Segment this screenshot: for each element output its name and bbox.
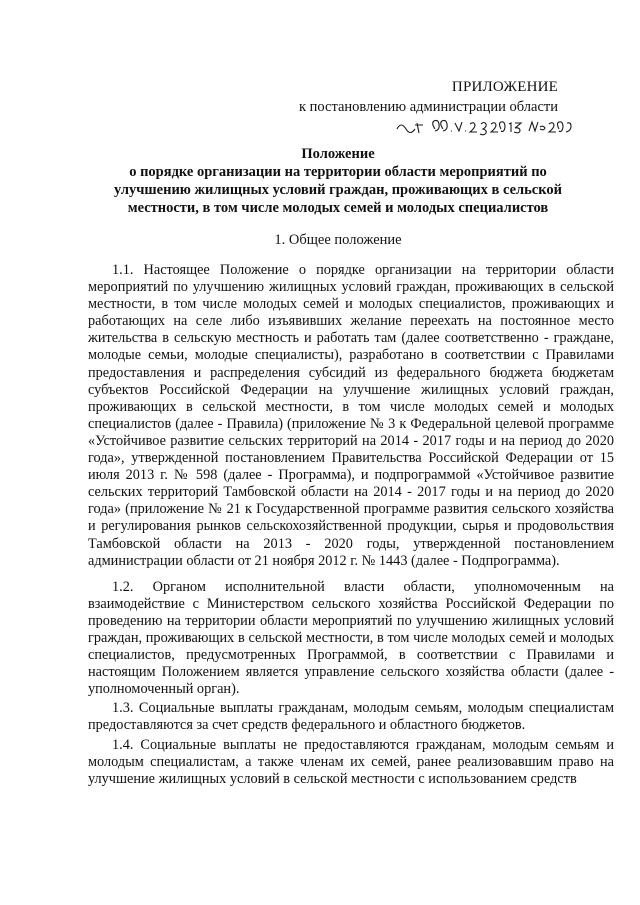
paragraph: 1.3. Социальные выплаты гражданам, молодым семьям, молодым специалистам предоставляются за счет средств федерального и областного бюджетов. — [88, 700, 614, 734]
title-line: местности, в том числе молодых семей и молодых специалистов — [127, 200, 549, 216]
paragraph: 1.2. Органом исполнительной власти области, уполномоченным на взаимодействие с Министерством сельского хозяйства Российской Федерации по проведению на территории области мероприятий по улучшению жилищных условий граждан, проживающих в сельской местности, в том числе молодых семей и молодых специалистов, предусмотренных Программой, в соответствии с Правилами и настоящим Положением является управление сельского хозяйства области (далее - уполномоченный орган). — [88, 578, 614, 698]
appendix-title: ПРИЛОЖЕНИЕ — [451, 79, 558, 95]
document-title — [88, 145, 588, 217]
handwritten-date-number — [395, 115, 575, 137]
paragraph: 1.4. Социальные выплаты не предоставляются гражданам, молодым семьям и молодым специалистам, а также членам их семей, ранее реализовавшим право на улучшение жилищных условий в сельской местности с использованием средств — [88, 736, 614, 787]
paragraph: 1.1. Настоящее Положение о порядке организации на территории области мероприятий по улучшению жилищных условий граждан, проживающих в сельской местности, в том числе молодых семей и молодых специалистов, проживающих и работающих на селе либо изъявивших желание переехать на постоянное место жительства в сельскую местность и работать там (далее соответственно - граждане, молодые семьи, молодые специалисты), разработано в соответствии с Правилами предоставления и распределения субсидий из федерального бюджета бюджетам субъектов Российской Федерации на улучшение жилищных условий граждан, проживающих в сельской местности, в том числе молодых семей и молодых специалистов (далее - Правила) (приложение № 3 к Федеральной целевой программе «Устойчивое развитие сельских территорий на 2014 - 2017 годы и на период до 2020 года», утвержденной постановлением Правительства Российской Федерации от 15 июля 2013 г. № 598 (далее - Программа), и подпрограммой «Устойчивое развитие сельских территорий Тамбовской области на 2014 - 2017 годы и на период до 2020 года» (приложение № 21 к Государственной программе развития сельского хозяйства и регулирования рынков сельскохозяйственной продукции, сырья и продовольствия Тамбовской области на 2013 - 2020 годы, утвержденной постановлением администрации области от 21 ноября 2012 г. № 1443 (далее - Подпрограмма). — [88, 262, 614, 569]
section-heading: 1. Общее положение — [274, 232, 402, 248]
title-line: о порядке организации на территории области мероприятий по — [129, 164, 547, 180]
title-line: улучшению жилищных условий граждан, проживающих в сельской — [113, 182, 563, 198]
appendix-header — [299, 78, 558, 116]
title-line: Положение — [301, 146, 375, 162]
appendix-subtitle: к постановлению администрации области — [298, 99, 558, 115]
document-body — [88, 262, 614, 797]
